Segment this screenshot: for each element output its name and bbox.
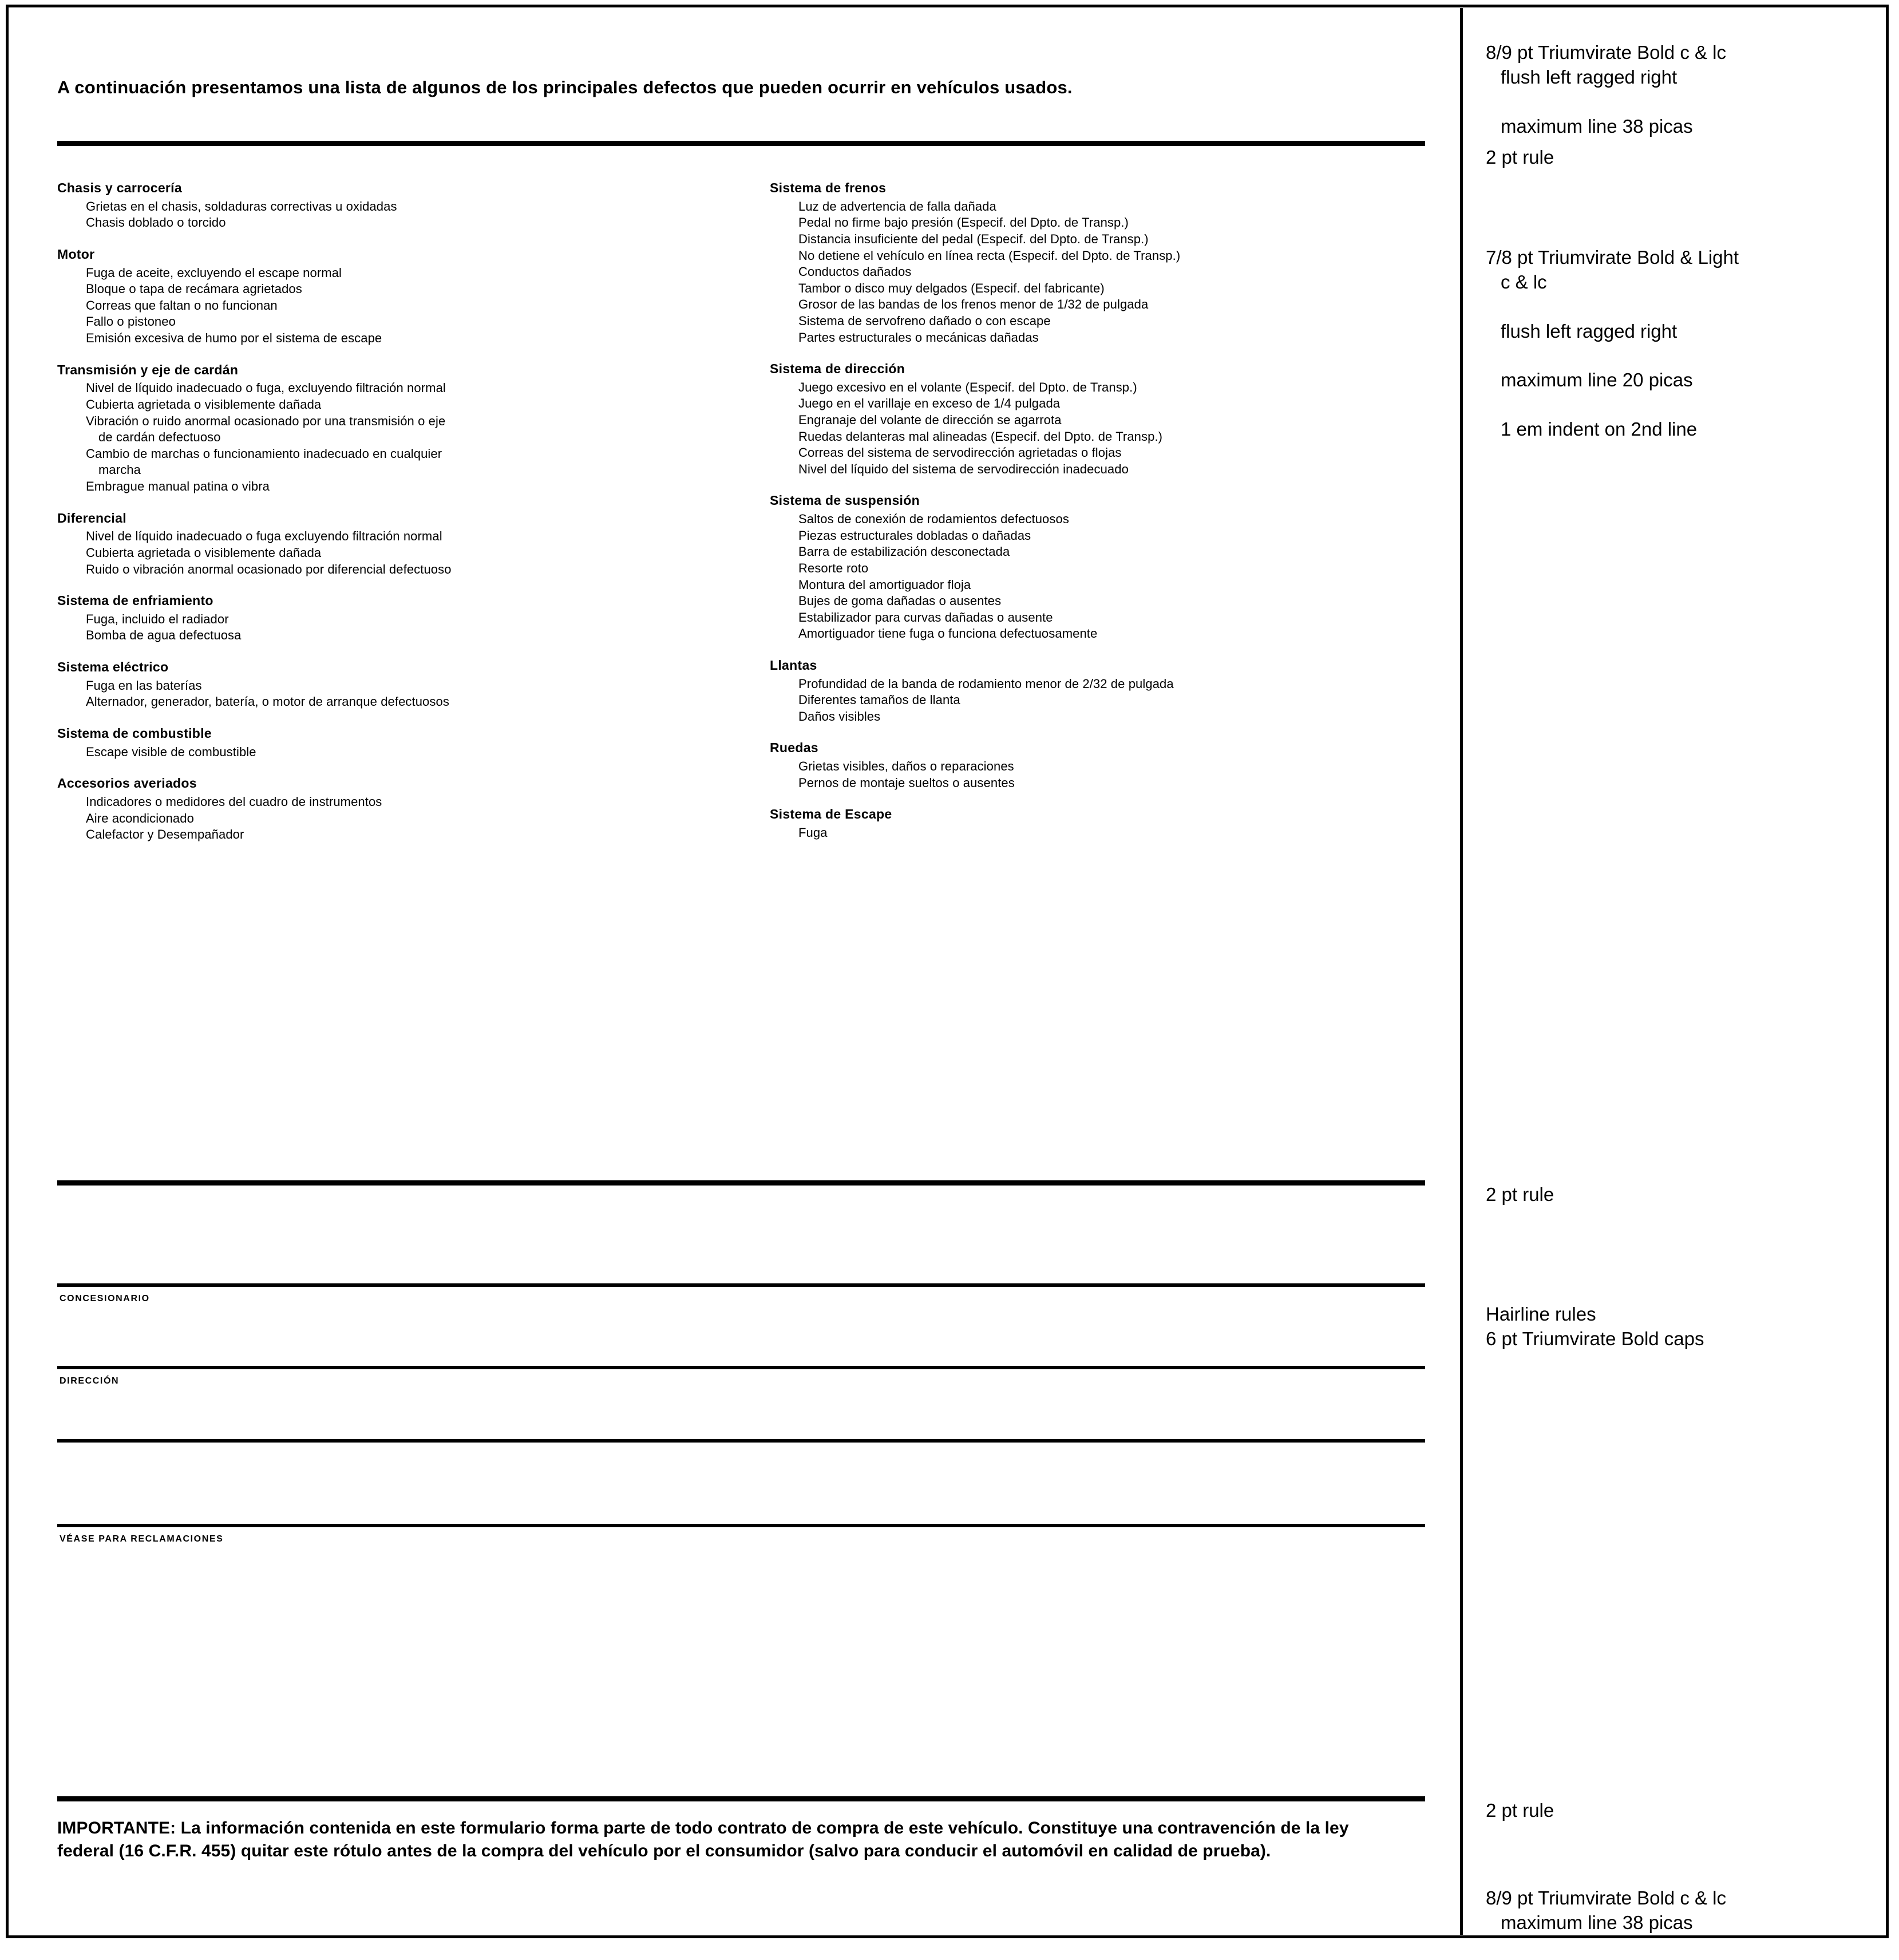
defect-item: Estabilizador para curvas dañadas o ausente [798, 610, 1053, 625]
defect-item: Partes estructurales o mecánicas dañadas [798, 330, 1039, 345]
defect-item: Pernos de montaje sueltos o ausentes [798, 775, 1015, 790]
note-hairline-spec [1486, 1278, 1886, 1352]
note-hairline-line1: Hairline rules [1486, 1303, 1596, 1325]
defect-item [57, 462, 755, 479]
defect-item: Fallo o pistoneo [86, 314, 176, 329]
note-rule-middle: 2 pt rule [1486, 1184, 1554, 1205]
defect-item-list [770, 758, 1439, 791]
defect-item: Sistema de servofreno dañado o con escape [798, 313, 1051, 328]
defect-item: Cubierta agrietada o visiblemente dañada [86, 545, 322, 560]
defect-group [57, 725, 755, 760]
defect-group [57, 246, 755, 347]
defect-item: Fuga [798, 825, 828, 840]
defect-group [57, 775, 755, 843]
defect-item: Indicadores o medidores del cuadro de instrumentos [86, 795, 382, 809]
note-rule-bottom: 2 pt rule [1486, 1800, 1554, 1821]
rule-2pt-middle [57, 1180, 1425, 1186]
defect-group [770, 492, 1439, 642]
defect-item: Escape visible de combustible [86, 744, 256, 759]
defect-item: Juego en el varillaje en exceso de 1/4 pulgada [798, 396, 1061, 411]
defect-item-list [770, 380, 1439, 478]
note-intro-spec [1486, 16, 1886, 163]
note-importante-line2: maximum line 38 picas [1501, 1911, 1693, 1933]
label-direccion: DIRECCIÓN [60, 1376, 120, 1386]
defect-item: Ruedas delanteras mal alineadas (Especif. del Dpto. de Transp.) [798, 429, 1163, 444]
defect-item-list [770, 511, 1439, 642]
defect-item-list [770, 825, 1439, 841]
defect-group [57, 592, 755, 644]
defect-group [770, 361, 1439, 477]
defect-item: Embrague manual patina o vibra [86, 479, 270, 493]
defect-group [57, 180, 755, 231]
defect-item-list [57, 611, 755, 644]
hairline-rule-4 [57, 1524, 1425, 1527]
defect-group-title: Sistema de suspensión [770, 493, 920, 508]
defect-group-title: Sistema de dirección [770, 361, 905, 377]
note-intro-line1: 8/9 pt Triumvirate Bold c & lc [1486, 41, 1726, 63]
note-hairline-line2: 6 pt Triumvirate Bold caps [1486, 1327, 1704, 1349]
defect-item-list [57, 199, 755, 231]
defect-item-list [770, 676, 1439, 725]
defect-item: Grietas visibles, daños o reparaciones [798, 759, 1014, 774]
defect-group-title: Sistema de Escape [770, 807, 892, 822]
defect-item-list [57, 794, 755, 843]
defect-item: Conductos dañados [798, 264, 912, 279]
defects-column-right [770, 180, 1439, 856]
defect-item: Bujes de goma dañadas o ausentes [798, 594, 1002, 608]
defect-item: Grietas en el chasis, soldaduras correctivas u oxidadas [86, 199, 397, 214]
hairline-rule-3 [57, 1439, 1425, 1443]
defect-item: Distancia insuficiente del pedal (Especif. del Dpto. de Transp.) [798, 231, 1149, 246]
hairline-rule-2 [57, 1366, 1425, 1369]
defect-group-title: Diferencial [57, 510, 126, 525]
defect-item: Calefactor y Desempañador [86, 827, 244, 842]
defects-column-left [57, 180, 755, 858]
intro-paragraph: A continuación presentamos una lista de algunos de los principales defectos que pueden ocurrir en vehículos usados. [57, 77, 1073, 97]
defect-group [57, 659, 755, 710]
defect-group-title: Ruedas [770, 740, 818, 756]
defect-group [770, 806, 1439, 841]
defect-group-title: Sistema de frenos [770, 180, 887, 195]
defect-item-list [57, 678, 755, 710]
defect-item: Daños visibles [798, 709, 881, 724]
note-list-line2: c & lc [1501, 271, 1547, 293]
defect-item: Fuga, incluido el radiador [86, 611, 229, 626]
note-list-line1: 7/8 pt Triumvirate Bold & Light [1486, 246, 1739, 268]
note-list-line4: maximum line 20 picas [1501, 369, 1693, 391]
defect-item-list [57, 380, 755, 495]
defect-item: Tambor o disco muy delgados (Especif. del fabricante) [798, 280, 1105, 295]
defect-group-title: Chasis y carrocería [57, 180, 182, 195]
defect-item-list [57, 744, 755, 761]
form-pane [10, 8, 1463, 1935]
importante-block [57, 1817, 1396, 1862]
defect-group-title: Motor [57, 246, 95, 262]
defect-item-list [57, 265, 755, 347]
importante-lead: IMPORTANTE: [57, 1819, 176, 1838]
defect-item: Piezas estructurales dobladas o dañadas [798, 528, 1031, 543]
defect-group-title: Llantas [770, 657, 817, 673]
note-intro-line3: maximum line 38 picas [1501, 115, 1693, 137]
defect-item: Correas del sistema de servodirección agrietadas o flojas [798, 445, 1122, 460]
defect-group-title: Sistema de enfriamiento [57, 593, 213, 608]
defect-item: Chasis doblado o torcido [86, 215, 226, 230]
defect-item: Engranaje del volante de dirección se agarrota [798, 413, 1062, 428]
defect-group [770, 740, 1439, 791]
defect-item: Nivel del líquido del sistema de servodirección inadecuado [798, 461, 1129, 476]
defect-item: Barra de estabilización desconectada [798, 544, 1010, 559]
rule-2pt-bottom [57, 1796, 1425, 1801]
defect-item-list [770, 199, 1439, 346]
defect-item: Aire acondicionado [86, 811, 194, 825]
defect-group-title: Accesorios averiados [57, 776, 197, 791]
rule-2pt-top [57, 141, 1425, 146]
defect-item: Saltos de conexión de rodamientos defectuosos [798, 512, 1069, 527]
note-intro-line2: flush left ragged right [1501, 66, 1678, 88]
defect-item: Resorte roto [798, 560, 869, 575]
defect-item: Luz de advertencia de falla dañada [798, 199, 996, 214]
defect-item: Bloque o tapa de recámara agrietados [86, 282, 302, 297]
defect-group [770, 180, 1439, 346]
defect-group-title: Sistema eléctrico [57, 659, 169, 675]
label-vease-para-reclamaciones: VÉASE PARA RECLAMACIONES [60, 1534, 224, 1544]
defect-item [57, 429, 755, 446]
defect-item: Nivel de líquido inadecuado o fuga, excluyendo filtración normal [86, 381, 446, 396]
label-concesionario: CONCESIONARIO [60, 1294, 150, 1303]
defect-item: Juego excesivo en el volante (Especif. del Dpto. de Transp.) [798, 380, 1137, 394]
defect-item: Ruido o vibración anormal ocasionado por diferencial defectuoso [86, 562, 452, 576]
defect-item: Emisión excesiva de humo por el sistema de escape [86, 331, 382, 346]
defect-item-continuation: de cardán defectuoso [98, 430, 221, 445]
defect-item: No detiene el vehículo en línea recta (Especif. del Dpto. de Transp.) [798, 248, 1181, 263]
defect-item: Amortiguador tiene fuga o funciona defectuosamente [798, 626, 1098, 641]
hairline-rule-1 [57, 1283, 1425, 1287]
importante-body: La información contenida en este formulario forma parte de todo contrato de compra de este vehículo. Constituye una contravención de la ley federal (16 C.F.R. 455) quitar este rótulo antes de la compra del vehículo por el consumidor (salvo para conducir el automóvil en calidad de prueba). [57, 1819, 1349, 1860]
note-importante-line1: 8/9 pt Triumvirate Bold c & lc [1486, 1887, 1726, 1908]
defect-item: Alternador, generador, batería, o motor de arranque defectuosos [86, 694, 449, 709]
defect-item: Profundidad de la banda de rodamiento menor de 2/32 de pulgada [798, 676, 1174, 691]
defect-item: Cubierta agrietada o visiblemente dañada [86, 397, 322, 412]
defect-item: Bomba de agua defectuosa [86, 628, 242, 643]
defect-item: Fuga en las baterías [86, 678, 202, 693]
defect-group [770, 657, 1439, 725]
defect-item: Fuga de aceite, excluyendo el escape normal [86, 265, 342, 280]
defect-item: Cambio de marchas o funcionamiento inadecuado en cualquier [86, 446, 442, 461]
note-list-line3: flush left ragged right [1501, 320, 1678, 342]
defect-group [57, 362, 755, 495]
defect-item-list [57, 528, 755, 578]
defect-item-continuation: marcha [98, 463, 141, 477]
note-rule-top: 2 pt rule [1486, 147, 1554, 168]
defect-item: Nivel de líquido inadecuado o fuga excluyendo filtración normal [86, 529, 442, 544]
defect-item: Montura del amortiguador floja [798, 577, 971, 592]
defect-item: Vibración o ruido anormal ocasionado por una transmisión o eje [86, 413, 446, 428]
note-list-spec [1486, 221, 1886, 467]
defect-item: Grosor de las bandas de los frenos menor de 1/32 de pulgada [798, 297, 1149, 312]
defect-item: Pedal no firme bajo presión (Especif. del Dpto. de Transp.) [798, 215, 1129, 230]
notes-pane [1470, 8, 1893, 1935]
note-list-line5: 1 em indent on 2nd line [1501, 418, 1698, 440]
defect-group-title: Transmisión y eje de cardán [57, 362, 239, 377]
defect-group-title: Sistema de combustible [57, 725, 212, 741]
defect-group [57, 510, 755, 578]
defect-item: Diferentes tamaños de llanta [798, 693, 960, 708]
defect-item: Correas que faltan o no funcionan [86, 298, 278, 313]
